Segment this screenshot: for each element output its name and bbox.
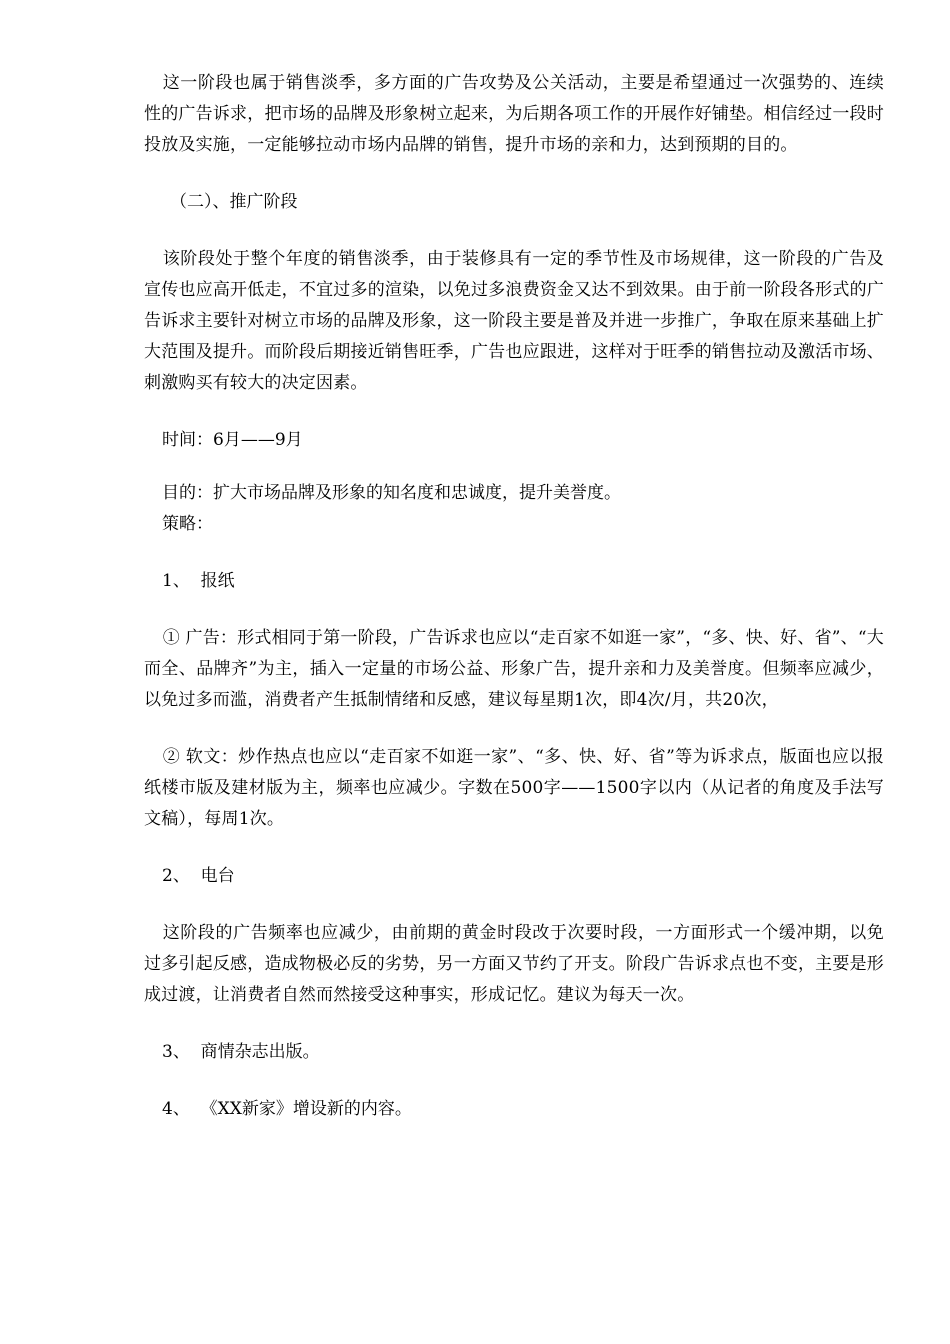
list-item-new-home: 4、 《XX新家》增设新的内容。: [162, 1099, 412, 1119]
list-item-radio: 2、 电台: [162, 866, 235, 886]
list-item-newspaper: 1、 报纸: [162, 571, 235, 591]
list-item-magazine: 3、 商情杂志出版。: [162, 1042, 320, 1062]
paragraph-soft-articles: ② 软文：炒作热点也应以“走百家不如逛一家”、“多、快、好、省”等为诉求点，版面也应以报纸楼市版及建材版为主，频率也应减少。字数在500字——1500字以内（从记者的角度及手法写文稿），每周1次。: [144, 747, 884, 829]
time-line: 时间：6月——9月: [162, 430, 303, 450]
strategy-line: 策略：: [162, 514, 213, 534]
document-page: [144, 68, 884, 1125]
paragraph-radio: 这阶段的广告频率也应减少，由前期的黄金时段改于次要时段，一方面形式一个缓冲期，以免过多引起反感，造成物极必反的劣势，另一方面又节约了开支。阶段广告诉求点也不变，主要是形成过渡，让消费者自然而然接受这种事实，形成记忆。建议为每天一次。: [144, 923, 884, 1005]
paragraph-newspaper-ads: ① 广告：形式相同于第一阶段，广告诉求也应以“走百家不如逛一家”，“多、快、好、省”、“大而全、品牌齐”为主，插入一定量的市场公益、形象广告，提升亲和力及美誉度。但频率应减少，以免过多而滥，消费者产生抵制情绪和反感，建议每星期1次，即4次/月，共20次，: [144, 628, 884, 710]
section-heading-promotion-stage: （二）、推广阶段: [170, 192, 298, 212]
purpose-line: 目的：扩大市场品牌及形象的知名度和忠诚度，提升美誉度。: [162, 483, 621, 503]
paragraph-stage-summary: 这一阶段也属于销售淡季，多方面的广告攻势及公关活动，主要是希望通过一次强势的、连续性的广告诉求，把市场的品牌及形象树立起来，为后期各项工作的开展作好铺垫。相信经过一段时投放及实施，一定能够拉动市场内品牌的销售，提升市场的亲和力，达到预期的目的。: [144, 73, 884, 155]
paragraph-promotion-stage: 该阶段处于整个年度的销售淡季，由于装修具有一定的季节性及市场规律，这一阶段的广告及宣传也应高开低走，不宜过多的渲染，以免过多浪费资金又达不到效果。由于前一阶段各形式的广告诉求主要针对树立市场的品牌及形象，这一阶段主要是普及并进一步推广，争取在原来基础上扩大范围及提升。而阶段后期接近销售旺季，广告也应跟进，这样对于旺季的销售拉动及激活市场、刺激购买有较大的决定因素。: [144, 249, 884, 393]
